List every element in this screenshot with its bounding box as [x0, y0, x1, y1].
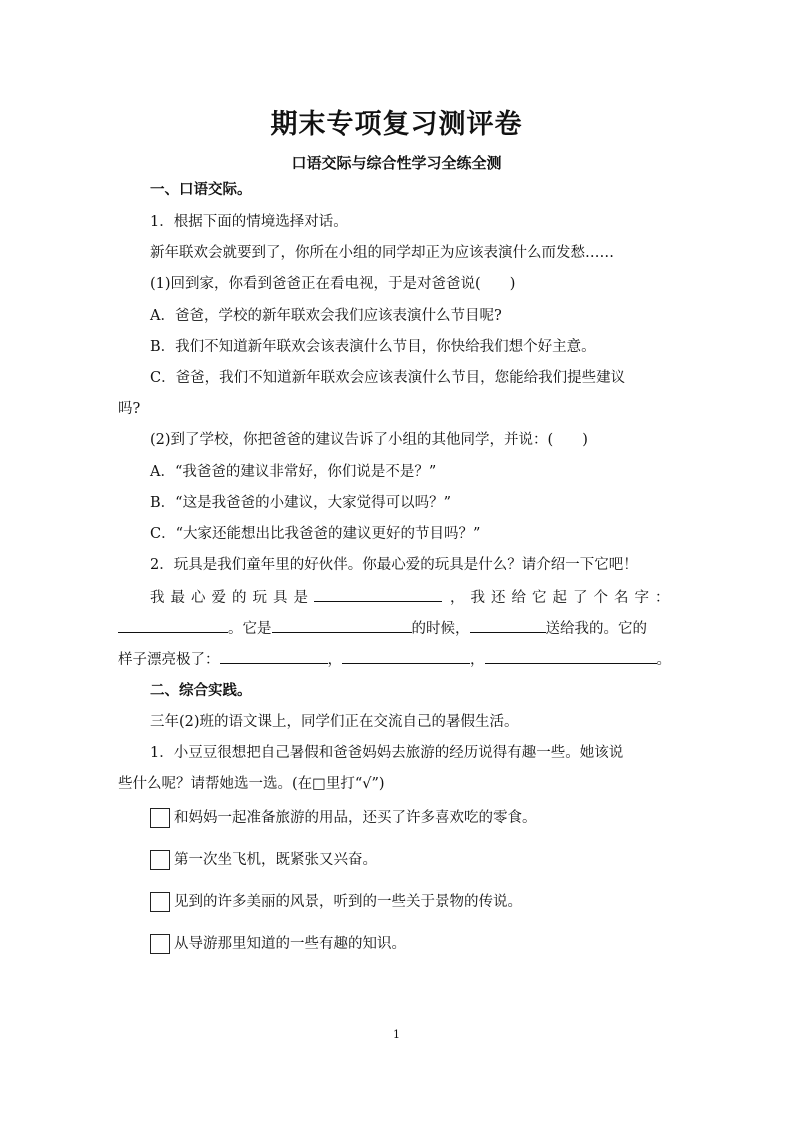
answer-blank[interactable] [220, 649, 328, 664]
question-1: 1．根据下面的情境选择对话。 [150, 214, 348, 230]
fill-text: 我最心爱的玩具是 [150, 590, 314, 606]
answer-blank[interactable] [470, 618, 546, 633]
choice-item [150, 808, 537, 828]
section2-question-cont: 些什么呢？请帮她选一选。(在□里打“√”) [118, 776, 385, 792]
choice-text: 从导游那里知道的一些有趣的知识。 [174, 936, 406, 952]
option-2c: C．“大家还能想出比我爸爸的建议更好的节目吗？” [150, 526, 481, 542]
fill-line-2 [118, 618, 647, 639]
separator: ， [470, 652, 485, 668]
answer-blank[interactable] [314, 587, 442, 602]
page-subtitle: 口语交际与综合性学习全练全测 [291, 154, 502, 172]
sub-question-2: (2)到了学校，你把爸爸的建议告诉了小组的其他同学，并说：( ) [150, 432, 588, 448]
choice-text: 和妈妈一起准备旅游的用品，还买了许多喜欢吃的零食。 [174, 810, 537, 826]
fill-line-1 [150, 587, 676, 608]
checkbox[interactable] [150, 808, 170, 828]
choice-item [150, 892, 522, 912]
page-number: 1 [393, 1028, 400, 1041]
fill-line-3 [118, 649, 671, 670]
answer-blank[interactable] [485, 649, 657, 664]
option-2a: A．“我爸爸的建议非常好，你们说是不是？” [150, 464, 437, 480]
option-1b: B．我们不知道新年联欢会该表演什么节目，你快给我们想个好主意。 [150, 339, 596, 355]
section2-intro: 三年(2)班的语文课上，同学们正在交流自己的暑假生活。 [150, 714, 519, 730]
choice-text: 见到的许多美丽的风景，听到的一些关于景物的传说。 [174, 894, 522, 910]
option-1c-cont: 吗? [118, 401, 141, 417]
sub-question-1: (1)回到家，你看到爸爸正在看电视，于是对爸爸说( ) [150, 276, 516, 292]
answer-blank[interactable] [118, 618, 228, 633]
choice-text: 第一次坐飞机，既紧张又兴奋。 [174, 852, 377, 868]
period: 。 [656, 652, 671, 668]
question-2: 2．玩具是我们童年里的好伙伴。你最心爱的玩具是什么？请介绍一下它吧！ [150, 557, 638, 573]
answer-blank[interactable] [342, 649, 470, 664]
fill-text: 样子漂亮极了： [118, 652, 220, 668]
section2-question: 1．小豆豆很想把自己暑假和爸爸妈妈去旅游的经历说得有趣一些。她该说 [150, 745, 624, 761]
fill-text: 的时候， [411, 621, 470, 637]
separator: ， [327, 652, 342, 668]
fill-text: ，我还给它起了个名字： [450, 590, 676, 606]
answer-blank[interactable] [272, 618, 412, 633]
fill-text: 送给我的。它的 [545, 621, 647, 637]
scenario-text: 新年联欢会就要到了，你所在小组的同学却正为应该表演什么而发愁…… [150, 245, 614, 261]
choice-item [150, 850, 377, 870]
page-title: 期末专项复习测评卷 [270, 109, 523, 140]
checkbox[interactable] [150, 892, 170, 912]
checkbox[interactable] [150, 934, 170, 954]
option-1c: C．爸爸，我们不知道新年联欢会应该表演什么节目，您能给我们提些建议 [150, 370, 626, 386]
section1-heading: 一、口语交际。 [150, 182, 252, 198]
option-2b: B．“这是我爸爸的小建议，大家觉得可以吗？” [150, 495, 451, 511]
fill-text: 。它是 [228, 621, 272, 637]
section2-heading: 二、综合实践。 [150, 683, 252, 699]
choice-item [150, 934, 406, 954]
option-1a: A．爸爸，学校的新年联欢会我们应该表演什么节目呢? [150, 308, 502, 324]
checkbox[interactable] [150, 850, 170, 870]
